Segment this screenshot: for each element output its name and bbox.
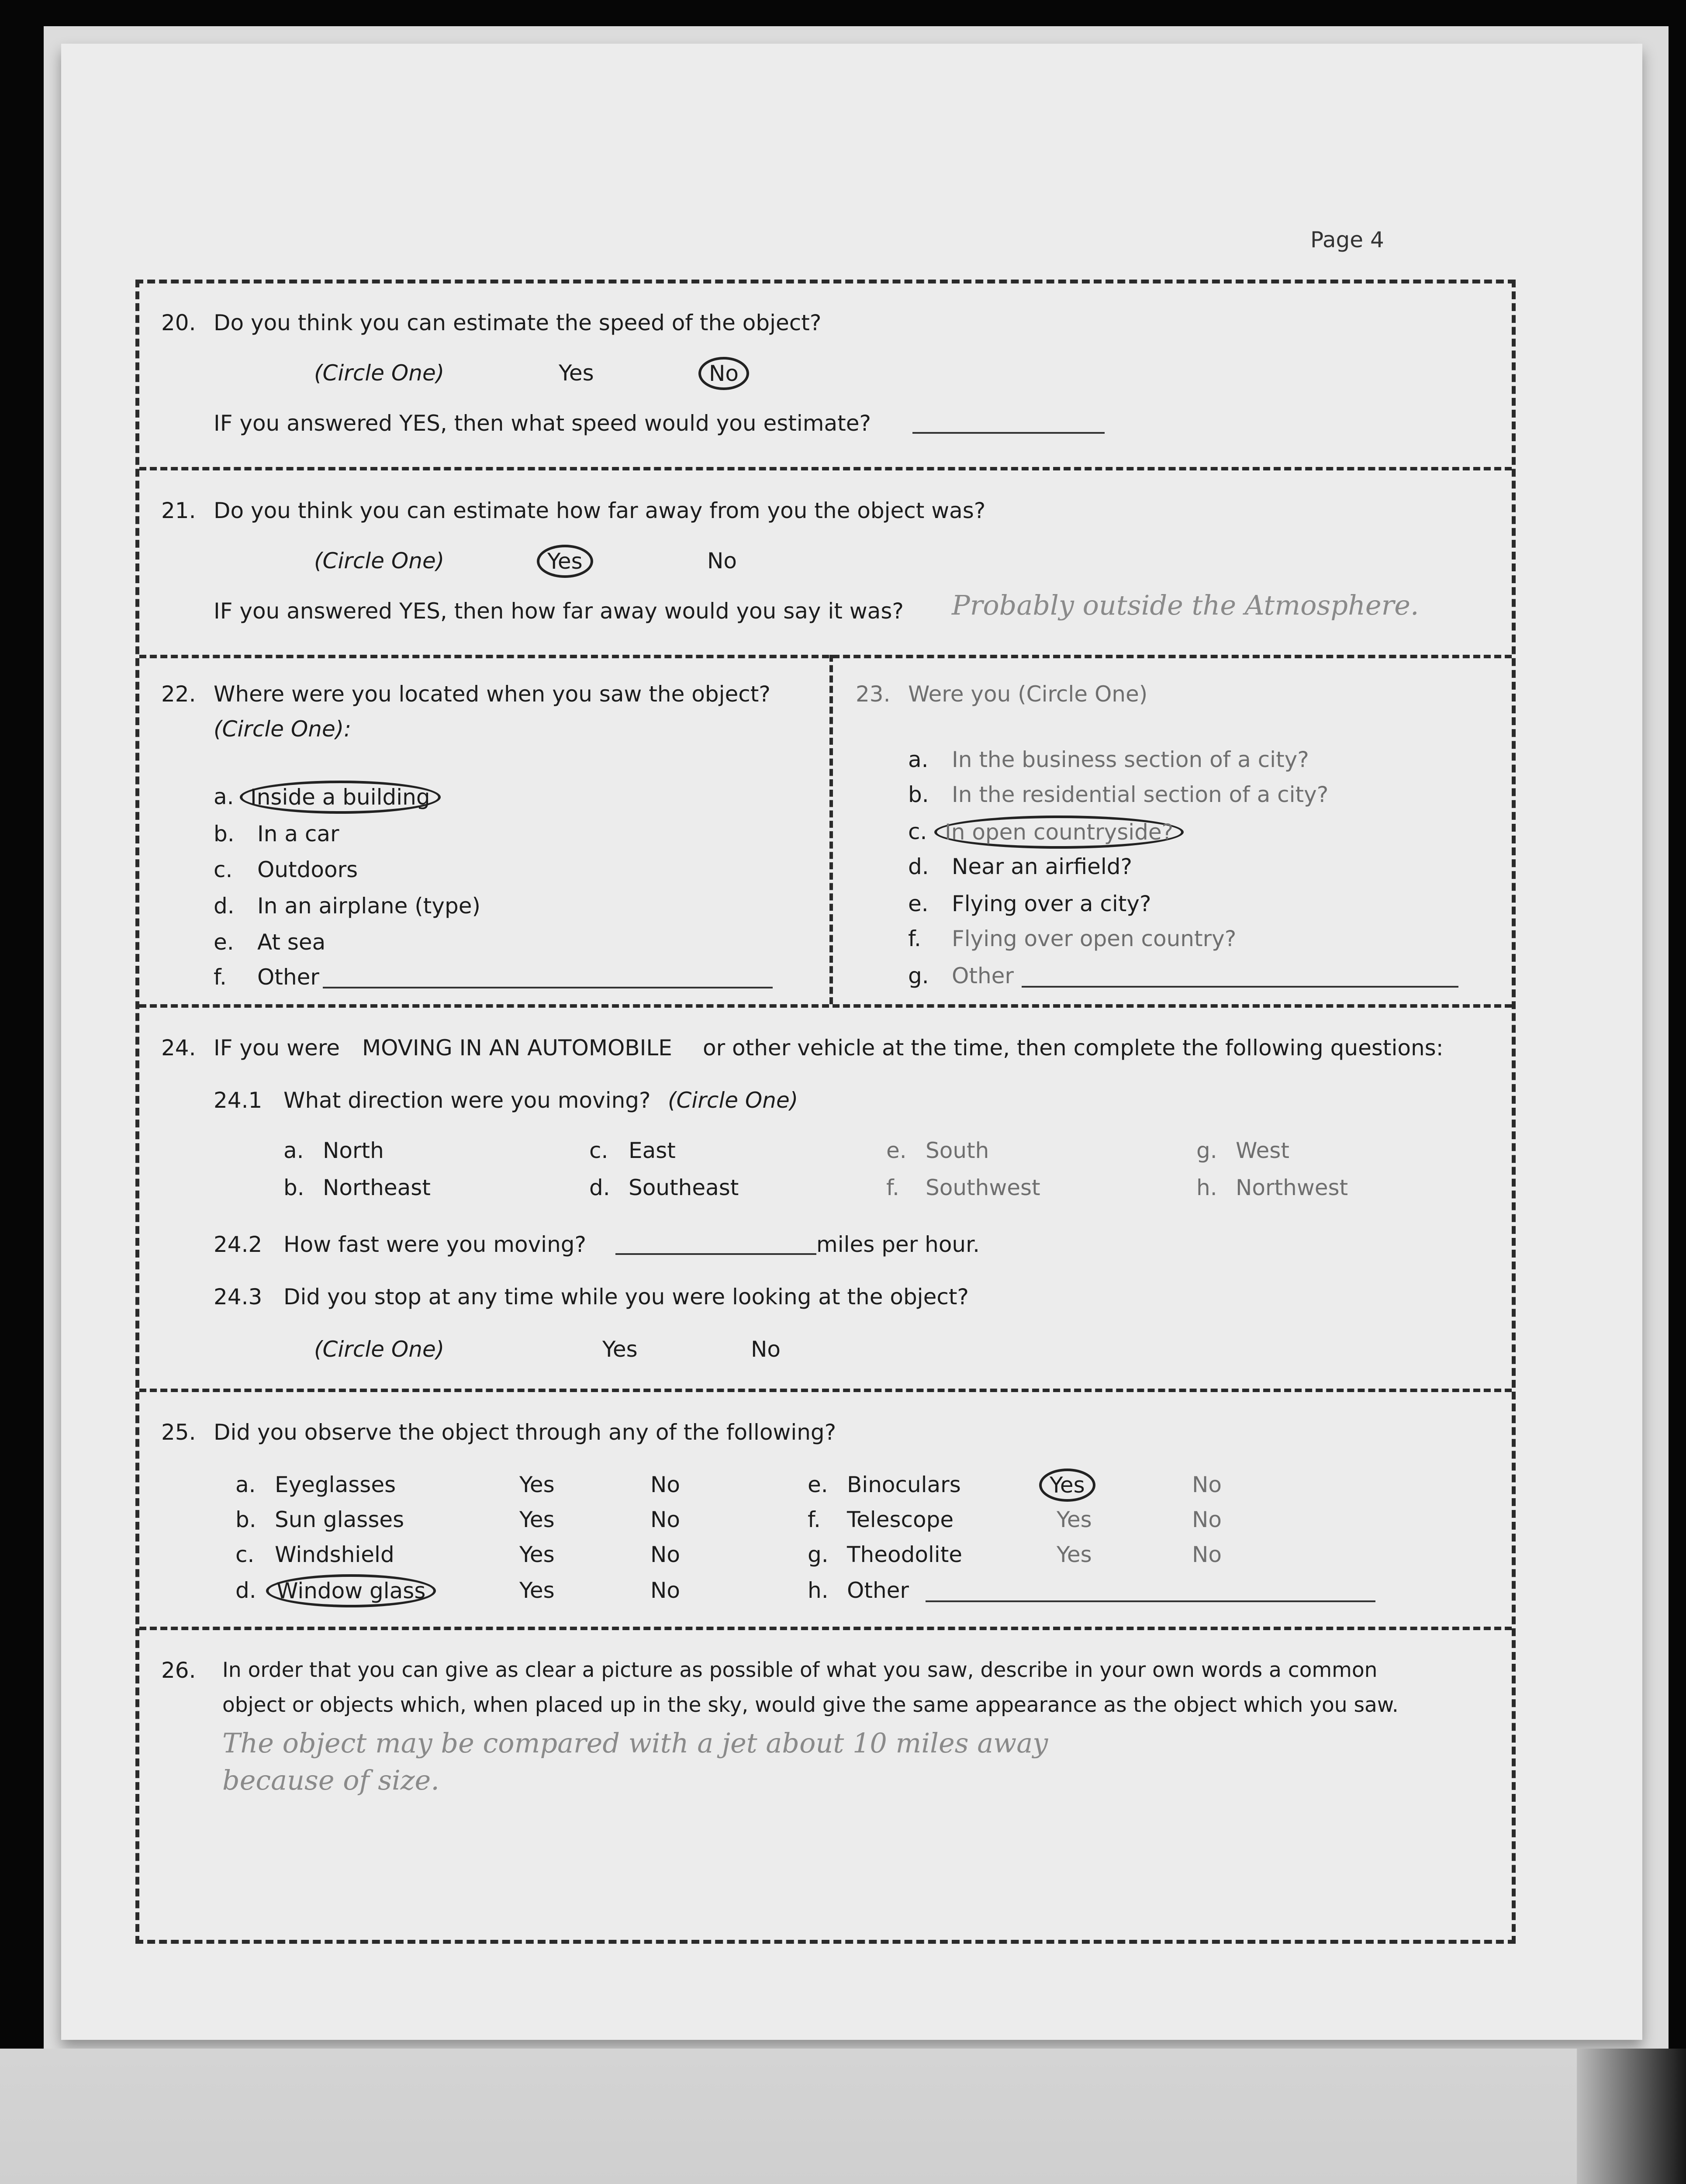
q25-question: Did you observe the object through any of the following? xyxy=(214,1420,836,1445)
q20-yes[interactable]: Yes xyxy=(559,360,594,386)
q22-option-other[interactable]: Other xyxy=(257,964,319,990)
q24-3-question: Did you stop at any time while you were looking at the object? xyxy=(283,1284,969,1310)
q24-2-speed-field[interactable] xyxy=(615,1253,816,1255)
q23-option-letter: c. xyxy=(908,819,927,844)
direction-southwest[interactable]: Southwest xyxy=(926,1175,1040,1200)
q26-handwritten-answer-line-1[interactable]: The object may be compared with a jet about 10 miles away xyxy=(222,1727,1048,1759)
q26-prompt-line-1: In order that you can give as clear a picture as possible of what you saw, describe in your own words a common xyxy=(222,1658,1378,1682)
q25-letter: g. xyxy=(808,1542,829,1567)
q22-option-letter: f. xyxy=(214,964,227,990)
q23-option-residential[interactable]: In the residential section of a city? xyxy=(952,782,1329,807)
q26-number: 26. xyxy=(161,1658,196,1683)
q25-binoculars: Binoculars xyxy=(847,1472,961,1497)
q20-number: 20. xyxy=(161,310,196,335)
q23-option-open-countryside-circled[interactable]: In open countryside? xyxy=(934,816,1184,849)
q21-circle-one: (Circle One) xyxy=(314,548,445,574)
direction-west[interactable]: West xyxy=(1236,1138,1289,1163)
q23-option-flying-city[interactable]: Flying over a city? xyxy=(952,891,1151,916)
q25-binoculars-no[interactable]: No xyxy=(1192,1472,1222,1497)
direction-southeast[interactable]: Southeast xyxy=(629,1175,739,1200)
direction-letter: c. xyxy=(589,1138,608,1163)
q23-option-letter: b. xyxy=(908,782,929,807)
questionnaire-form xyxy=(135,280,1516,1944)
q22-other-field[interactable] xyxy=(323,987,773,988)
q25-letter: h. xyxy=(808,1578,829,1603)
q25-sun-glasses-yes[interactable]: Yes xyxy=(519,1507,555,1532)
question-21 xyxy=(139,467,1512,655)
direction-letter: e. xyxy=(886,1138,907,1163)
q23-option-letter: f. xyxy=(908,926,921,951)
q20-followup: IF you answered YES, then what speed would you estimate? xyxy=(214,411,871,436)
q25-eyeglasses-no[interactable]: No xyxy=(650,1472,680,1497)
q25-other-field[interactable] xyxy=(926,1600,1375,1602)
q23-option-letter: e. xyxy=(908,891,929,916)
q24-3-no[interactable]: No xyxy=(751,1337,781,1362)
q20-speed-field[interactable] xyxy=(912,432,1105,434)
q22-option-letter: c. xyxy=(214,857,233,882)
q21-yes-circled[interactable]: Yes xyxy=(537,545,593,578)
q22-number: 22. xyxy=(161,681,196,707)
scan-background xyxy=(0,2049,1686,2184)
q25-telescope-no[interactable]: No xyxy=(1192,1507,1222,1532)
q22-option-airplane[interactable]: In an airplane (type) xyxy=(257,893,480,919)
q25-theodolite-no[interactable]: No xyxy=(1192,1542,1222,1567)
question-20 xyxy=(139,283,1512,467)
q24-3-yes[interactable]: Yes xyxy=(602,1337,638,1362)
q24-1-circle-one: (Circle One) xyxy=(668,1088,798,1113)
q24-intro-moving: MOVING IN AN AUTOMOBILE xyxy=(362,1035,672,1061)
question-24 xyxy=(139,1004,1512,1389)
q21-handwritten-answer[interactable]: Probably outside the Atmosphere. xyxy=(952,589,1419,621)
q20-circle-one: (Circle One) xyxy=(314,360,445,386)
q21-question: Do you think you can estimate how far away from you the object was? xyxy=(214,498,986,523)
q24-3-number: 24.3 xyxy=(214,1284,263,1310)
q25-eyeglasses-yes[interactable]: Yes xyxy=(519,1472,555,1497)
q25-eyeglasses: Eyeglasses xyxy=(275,1472,396,1497)
direction-letter: b. xyxy=(283,1175,304,1200)
q20-question: Do you think you can estimate the speed of the object? xyxy=(214,310,822,335)
q22-option-inside-building-circled[interactable]: Inside a building xyxy=(240,781,441,814)
q23-number: 23. xyxy=(856,681,891,707)
q24-1-question: What direction were you moving? xyxy=(283,1088,651,1113)
q25-binoculars-yes-circled[interactable]: Yes xyxy=(1039,1469,1095,1502)
column-divider xyxy=(829,655,833,1004)
q24-2-unit: miles per hour. xyxy=(816,1232,980,1257)
q24-intro-rest: or other vehicle at the time, then complete the following questions: xyxy=(703,1035,1444,1061)
q22-option-outdoors[interactable]: Outdoors xyxy=(257,857,358,882)
q25-letter: f. xyxy=(808,1507,821,1532)
q25-theodolite: Theodolite xyxy=(847,1542,963,1567)
q25-telescope-yes[interactable]: Yes xyxy=(1057,1507,1092,1532)
q22-option-letter: e. xyxy=(214,930,234,955)
question-26 xyxy=(139,1627,1512,1941)
q26-prompt-line-2: object or objects which, when placed up in the sky, would give the same appearance as the object which you saw. xyxy=(222,1693,1399,1717)
q25-number: 25. xyxy=(161,1420,196,1445)
direction-letter: f. xyxy=(886,1175,899,1200)
q22-question: Where were you located when you saw the object? xyxy=(214,681,770,707)
q22-option-in-a-car[interactable]: In a car xyxy=(257,821,339,847)
q23-other-field[interactable] xyxy=(1022,986,1458,988)
q25-letter: b. xyxy=(235,1507,256,1532)
direction-letter: g. xyxy=(1196,1138,1217,1163)
q25-window-glass-circled[interactable]: Window glass xyxy=(266,1574,436,1607)
q25-letter: a. xyxy=(235,1472,256,1497)
q23-option-other[interactable]: Other xyxy=(952,963,1014,988)
q25-telescope: Telescope xyxy=(847,1507,954,1532)
direction-east[interactable]: East xyxy=(629,1138,676,1163)
question-25 xyxy=(139,1389,1512,1627)
q25-letter: e. xyxy=(808,1472,828,1497)
q23-option-flying-country[interactable]: Flying over open country? xyxy=(952,926,1237,951)
q22-option-letter: b. xyxy=(214,821,235,847)
q24-1-number: 24.1 xyxy=(214,1088,263,1113)
q22-circle-one: (Circle One): xyxy=(214,716,352,742)
q25-window-glass-yes[interactable]: Yes xyxy=(519,1578,555,1603)
direction-letter: d. xyxy=(589,1175,610,1200)
direction-letter: h. xyxy=(1196,1175,1217,1200)
scan-edge-shadow xyxy=(1577,2049,1686,2184)
questions-22-23 xyxy=(139,655,1512,1004)
q25-window-glass-no[interactable]: No xyxy=(650,1578,680,1603)
q22-option-letter: d. xyxy=(214,893,235,919)
q24-3-circle-one: (Circle One) xyxy=(314,1337,445,1362)
direction-northwest[interactable]: Northwest xyxy=(1236,1175,1348,1200)
q25-letter: c. xyxy=(235,1542,255,1567)
q23-option-airfield[interactable]: Near an airfield? xyxy=(952,854,1132,879)
q21-no[interactable]: No xyxy=(707,548,737,574)
q25-letter: d. xyxy=(235,1578,256,1603)
q22-option-at-sea[interactable]: At sea xyxy=(257,930,326,955)
q21-followup: IF you answered YES, then how far away would you say it was? xyxy=(214,598,904,624)
q25-other: Other xyxy=(847,1578,909,1603)
q24-2-number: 24.2 xyxy=(214,1232,263,1257)
q24-2-question: How fast were you moving? xyxy=(283,1232,587,1257)
q21-number: 21. xyxy=(161,498,196,523)
direction-northeast[interactable]: Northeast xyxy=(323,1175,431,1200)
q25-sun-glasses-no[interactable]: No xyxy=(650,1507,680,1532)
q26-handwritten-answer-line-2[interactable]: because of size. xyxy=(222,1764,439,1796)
q23-question: Were you (Circle One) xyxy=(908,681,1148,707)
direction-north[interactable]: North xyxy=(323,1138,384,1163)
direction-south[interactable]: South xyxy=(926,1138,989,1163)
direction-letter: a. xyxy=(283,1138,304,1163)
q22-option-letter: a. xyxy=(214,784,234,809)
q25-sun-glasses: Sun glasses xyxy=(275,1507,404,1532)
q25-windshield: Windshield xyxy=(275,1542,394,1567)
q20-no-circled[interactable]: No xyxy=(698,357,749,390)
q24-number: 24. xyxy=(161,1035,196,1061)
q25-windshield-yes[interactable]: Yes xyxy=(519,1542,555,1567)
page-number: Page 4 xyxy=(1310,227,1384,252)
q24-intro-if: IF you were xyxy=(214,1035,340,1061)
q23-option-letter: g. xyxy=(908,963,929,988)
q23-option-letter: a. xyxy=(908,747,929,772)
q23-option-business[interactable]: In the business section of a city? xyxy=(952,747,1309,772)
q25-windshield-no[interactable]: No xyxy=(650,1542,680,1567)
q25-theodolite-yes[interactable]: Yes xyxy=(1057,1542,1092,1567)
q23-option-letter: d. xyxy=(908,854,929,879)
